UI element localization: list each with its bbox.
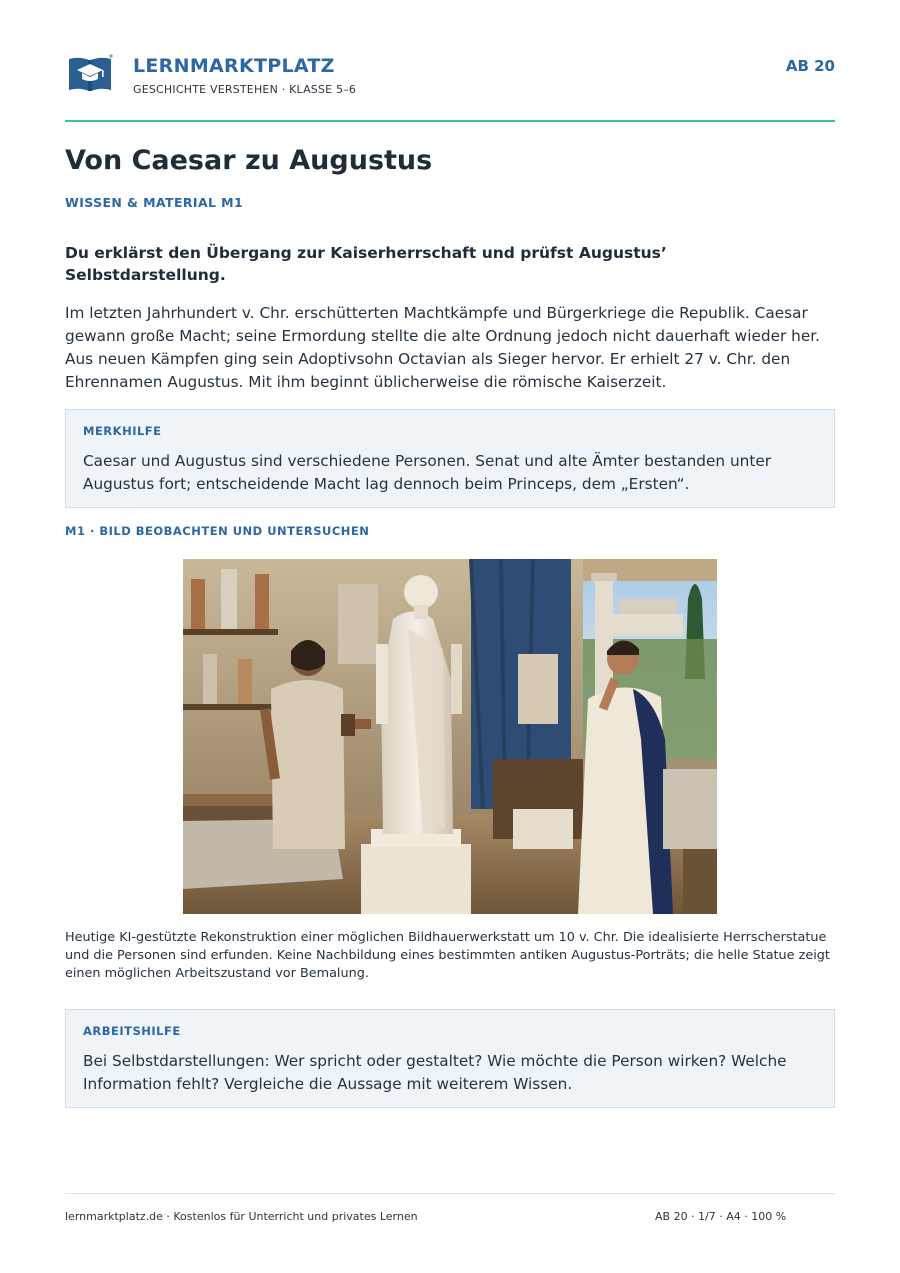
arbeitshilfe-box bbox=[65, 1009, 835, 1108]
merkhilfe-box bbox=[65, 409, 835, 508]
m1-label: M1 · BILD BEOBACHTEN UND UNTERSUCHEN bbox=[65, 524, 370, 538]
footer-divider bbox=[65, 1193, 835, 1194]
graduation-cap-book-icon bbox=[67, 53, 113, 93]
learning-goal: Du erklärst den Übergang zur Kaiserherrschaft und prüfst Augustus’ Selbstdarstellung. bbox=[65, 244, 667, 284]
image-caption: Heutige KI-gestützte Rekonstruktion einer möglichen Bildhauerwerkstatt um 10 v. Chr. Die idealisierte Herrscherstatue und die Personen sind erfunden. Keine Nachbildung eines bestimmten antiken Augustus-Porträts; die helle Statue zeigt einen möglichen Arbeitszustand vor Bemalung. bbox=[65, 930, 830, 981]
page-title: Von Caesar zu Augustus bbox=[65, 145, 433, 176]
merkhilfe-text: Caesar und Augustus sind verschiedene Personen. Senat und alte Ämter bestanden unter Augustus fort; entscheidende Macht lag dennoch beim Princeps, dem „Ersten“. bbox=[83, 452, 772, 493]
section-kicker: WISSEN & MATERIAL M1 bbox=[65, 195, 244, 210]
footer-site-info: lernmarktplatz.de · Kostenlos für Unterricht und privates Lernen bbox=[65, 1210, 418, 1223]
page-header bbox=[65, 50, 835, 110]
arbeitshilfe-label: ARBEITSHILFE bbox=[83, 1024, 181, 1038]
worksheet-code: AB 20 bbox=[785, 57, 835, 75]
arbeitshilfe-text: Bei Selbstdarstellungen: Wer spricht oder gestaltet? Wie möchte die Person wirken? Welche Information fehlt? Vergleiche die Aussage mit weiterem Wissen. bbox=[83, 1052, 787, 1093]
brand-name: LERNMARKTPLATZ bbox=[133, 55, 335, 77]
footer-page-info: AB 20 · 1/7 · A4 · 100 % bbox=[655, 1210, 787, 1223]
intro-paragraph: Im letzten Jahrhundert v. Chr. erschütterten Machtkämpfe und Bürgerkriege die Republik. Caesar gewann große Macht; seine Ermordung stellte die alte Ordnung jedoch nicht dauerhaft wieder her. Aus neuen Kämpfen ging sein Adoptivsohn Octavian als Sieger hervor. Er erhielt 27 v. Chr. den Ehrennamen Augustus. Mit ihm beginnt üblicherweise die römische Kaiserzeit. bbox=[65, 304, 820, 391]
brand-subtitle: GESCHICHTE VERSTEHEN · KLASSE 5–6 bbox=[133, 83, 357, 96]
workshop-illustration bbox=[183, 559, 717, 914]
merkhilfe-label: MERKHILFE bbox=[83, 424, 162, 438]
header-divider bbox=[65, 120, 835, 122]
